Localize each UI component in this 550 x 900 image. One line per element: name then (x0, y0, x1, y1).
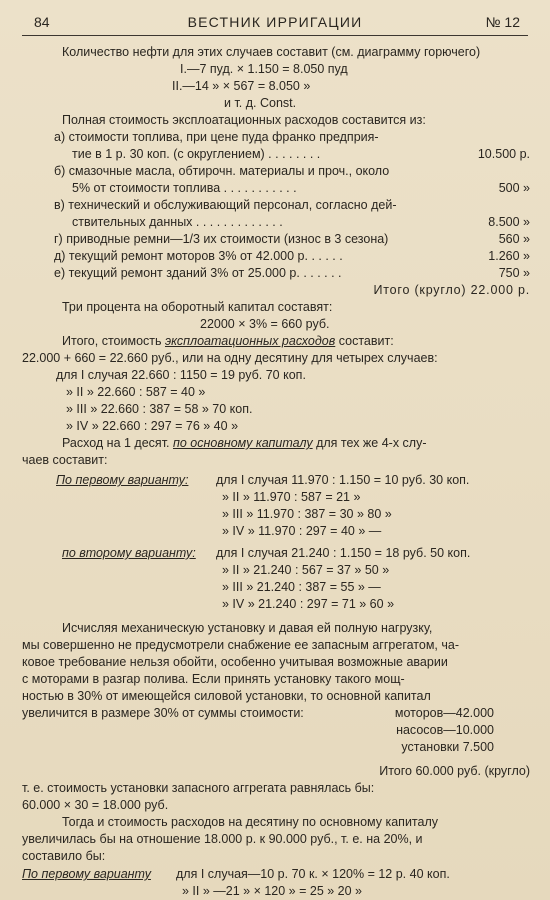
capital-case: » II » 22.660 : 587 = 40 » (66, 385, 206, 399)
cost-item-value: 8.500 » (488, 215, 530, 229)
reserve-para-line: ковое требование нельзя обойти, особенно учитывая возможные аварии (22, 655, 448, 669)
text-run: для тех же 4-х слу- (312, 436, 427, 450)
reserve-component: установки 7.500 (401, 740, 494, 754)
reserve-total: Итого 60.000 руб. (кругло) (379, 764, 530, 778)
variant-2-label: по второму варианту: (62, 546, 196, 560)
variant-2-row: » IV » 21.240 : 297 = 71 » 60 » (222, 597, 395, 611)
variant-2-row: » III » 21.240 : 387 = 55 » — (222, 580, 381, 594)
cost-item-value: 500 » (498, 181, 530, 195)
reserve-then: Тогда и стоимость расходов на десятину по основному капиталу (62, 815, 439, 829)
fuel-case-1: I.—7 пуд. × 1.150 = 8.050 пуд (180, 62, 348, 76)
costs-intro: Полная стоимость эксплоатационных расходов составится из: (62, 113, 426, 127)
cost-item-text: в) технический и обслуживающий персонал, согласно дей- (54, 198, 397, 212)
running-header (0, 14, 550, 34)
fuel-intro: Количество нефти для этих случаев составит (см. диаграмму горючего) (62, 45, 481, 59)
reserve-para-line: с моторами в разгар полива. Если принять установку такого мощ- (22, 672, 405, 686)
reserve-then: увеличилась бы на отношение 18.000 р. к 90.000 руб., т. е. на 20%, и (22, 832, 423, 846)
capital-case: » IV » 22.660 : 297 = 76 » 40 » (66, 419, 239, 433)
text-run: составит: (335, 334, 394, 348)
per-desyatina-intro-2: чаев составит: (22, 453, 108, 467)
capital-total-line (62, 333, 394, 349)
reserve-component: моторов—42.000 (394, 706, 494, 720)
reserve-para-line: Исчисляя механическую установку и давая ей полную нагрузку, (62, 621, 433, 635)
reserve-after: т. е. стоимость установки запасного аггрегата равнялась бы: (22, 781, 375, 795)
variant-1-row: для I случая 11.970 : 1.150 = 10 руб. 30 коп. (216, 473, 470, 487)
cost-item-text: б) смазочные масла, обтирочн. материалы и проч., около (54, 164, 390, 178)
capital-line: Три процента на оборотный капитал составят: (62, 300, 333, 314)
cost-item-text: а) стоимости топлива, при цене пуда франко предприя- (54, 130, 379, 144)
reserve-component: насосов—10.000 (396, 723, 494, 737)
cost-item-text: г) приводные ремни—1/3 их стоимости (износ в 3 сезона) (54, 232, 389, 246)
issue-number: № 12 (485, 14, 520, 30)
reserve-para-line: увеличится в размере 30% от суммы стоимости: (22, 706, 304, 720)
cost-item-text: ствительных данных . . . . . . . . . . . . . (72, 215, 283, 229)
cost-item-value: 10.500 р. (477, 147, 530, 161)
costs-total: Итого (кругло) 22.000 р. (373, 283, 530, 297)
final-row: для I случая—10 р. 70 к. × 120% = 12 р. 40 коп. (176, 867, 450, 881)
cost-item-value: 750 » (498, 266, 530, 280)
header-rule (22, 35, 528, 36)
page-number: 84 (34, 14, 50, 30)
variant-2-row: » II » 21.240 : 567 = 37 » 50 » (222, 563, 390, 577)
variant-1-row: » III » 11.970 : 387 = 30 » 80 » (222, 507, 392, 521)
cost-item-text: тие в 1 р. 30 коп. (с округлением) . . . . . . . . (72, 147, 321, 161)
final-row: » II » —21 » × 120 » = 25 » 20 » (182, 884, 362, 898)
per-desyatina-intro (62, 435, 427, 451)
final-variant-label: По первому варианту (22, 867, 151, 881)
italic-run: эксплоатационных расходов (164, 334, 336, 348)
reserve-then: составило бы: (22, 849, 106, 863)
fuel-etc: и т. д. Const. (224, 96, 297, 110)
fuel-case-2: II.—14 » × 567 = 8.050 » (172, 79, 311, 93)
variant-1-row: » IV » 11.970 : 297 = 40 » — (222, 524, 382, 538)
cost-item-text: 5% от стоимости топлива . . . . . . . . . . . (72, 181, 297, 195)
capital-formula: 22000 × 3% = 660 руб. (200, 317, 330, 331)
cost-item-text: е) текущий ремонт зданий 3% от 25.000 р. . . . . . . (54, 266, 342, 280)
reserve-para-line: ностью в 30% от имеющейся силовой установки, то основной капитал (22, 689, 431, 703)
capital-case: » III » 22.660 : 387 = 58 » 70 коп. (66, 402, 253, 416)
reserve-formula: 60.000 × 30 = 18.000 руб. (22, 798, 169, 812)
journal-title: ВЕСТНИК ИРРИГАЦИИ (187, 14, 363, 30)
text-run: Итого, стоимость (62, 334, 165, 348)
cost-item-text: д) текущий ремонт моторов 3% от 42.000 р. . . . . . (54, 249, 343, 263)
cost-item-value: 1.260 » (488, 249, 530, 263)
text-run: Расход на 1 десят. (62, 436, 173, 450)
capital-per-desyatina: 22.000 + 660 = 22.660 руб., или на одну десятину для четырех случаев: (22, 351, 438, 365)
reserve-para-line: мы совершенно не предусмотрели снабжение ее запасным аггрегатом, ча- (22, 638, 459, 652)
italic-run: по основному капиталу (172, 436, 313, 450)
variant-1-label: По первому варианту: (56, 473, 189, 487)
cost-item-value: 560 » (498, 232, 530, 246)
variant-1-row: » II » 11.970 : 587 = 21 » (222, 490, 361, 504)
capital-case: для I случая 22.660 : 1150 = 19 руб. 70 коп. (56, 368, 306, 382)
variant-2-row: для I случая 21.240 : 1.150 = 18 руб. 50 коп. (216, 546, 471, 560)
